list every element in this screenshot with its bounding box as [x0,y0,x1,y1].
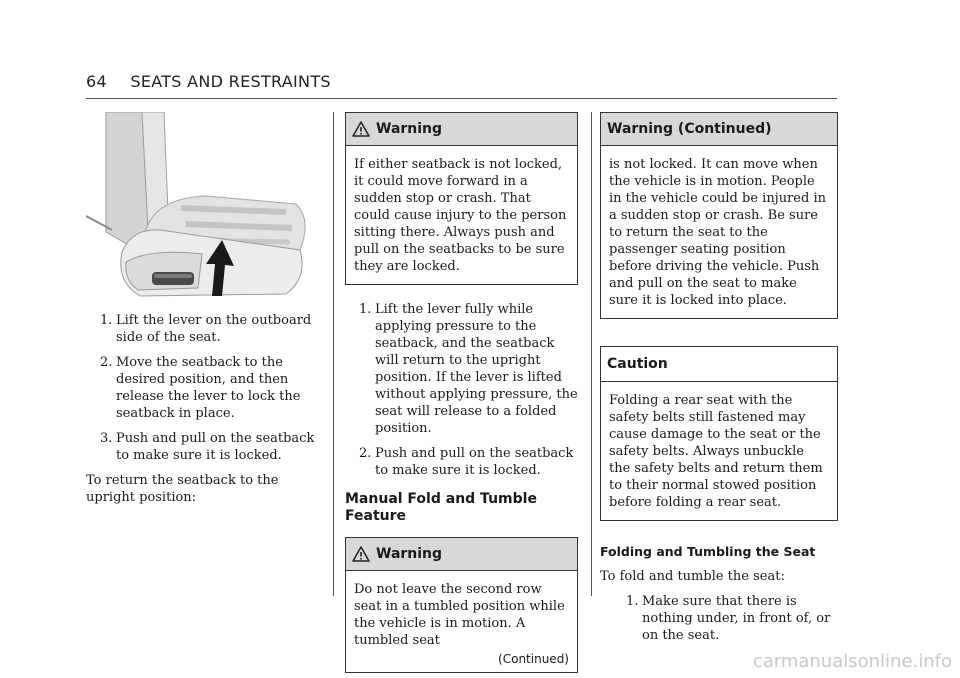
list-item: 2. Push and pull on the seatback to make sure it is locked. [359,446,574,478]
warning-text: If either seatback is not locked, it could move forward in a sudden stop or crash. That could cause injury to the person sitting there. Always push and pull on the seatbacks to be sure they are locked. [354,157,567,274]
warning-box-header [346,113,577,146]
subsection-heading: Folding and Tumbling the Seat [600,544,816,559]
warning-box-header [346,538,577,571]
return-paragraph: To return the seatback to the upright position: [86,473,279,505]
list-item: 1. Lift the lever on the outboard side of the seat. [100,313,312,345]
warning-text: is not locked. It can move when the vehicle is in motion. People in the vehicle could be injured in a sudden stop or crash. Be sure to return the seat to the passenger seating position before driving the vehicle. Push and pull on the seat to make sure it is locked into place. [609,157,826,308]
column-divider-2 [591,112,592,596]
seatback-steps [86,312,322,464]
warning-title: Warning (Continued) [607,120,772,137]
warning-box-2 [345,537,578,673]
section-title: SEATS AND RESTRAINTS [130,72,331,91]
list-item: 3. Push and pull on the seatback to make sure it is locked. [100,431,315,463]
caution-box-header [601,347,837,382]
warning-triangle-icon [352,121,370,137]
intro-paragraph: To fold and tumble the seat: [600,569,785,584]
warning-continued-box [600,112,838,319]
warning-box-1 [345,112,578,285]
warning-box-body [346,571,577,672]
watermark: carmanualsonline.info [752,651,952,672]
return-steps [345,301,578,479]
section-heading: Manual Fold and Tumble Feature [345,491,537,524]
caution-title: Caution [607,355,668,372]
warning-title: Warning [376,545,443,562]
list-item: 1. Lift the lever fully while applying pressure to the seatback, and the seatback will return to the upright position. If the lever is lifted without applying pressure, the seat will release to a folded position. [359,302,578,436]
warning-title: Warning [376,120,443,137]
list-item: 1. Make sure that there is nothing under, in front of, or on the seat. [626,594,831,643]
page-number: 64 [86,72,107,91]
continued-label: (Continued) [498,652,569,666]
caution-box [600,346,838,521]
header-rule [86,98,837,99]
warning-triangle-icon [352,546,370,562]
warning-box-header [601,113,837,146]
seat-lever-illustration [86,112,322,302]
column-2 [345,112,578,673]
fold-tumble-steps [600,593,838,644]
column-divider-1 [333,112,334,596]
column-1 [86,112,322,506]
warning-text: Do not leave the second row seat in a tumbled position while the vehicle is in motion. A tumbled seat [354,582,565,648]
list-item: 2. Move the seatback to the desired position, and then release the lever to lock the seatback in place. [100,355,301,421]
caution-text: Folding a rear seat with the safety belts still fastened may cause damage to the seat or the safety belts. Always unbuckle the safety belts and return them to their normal stowed position before folding a rear seat. [609,393,823,510]
page-header [86,72,331,91]
column-3 [600,112,838,652]
